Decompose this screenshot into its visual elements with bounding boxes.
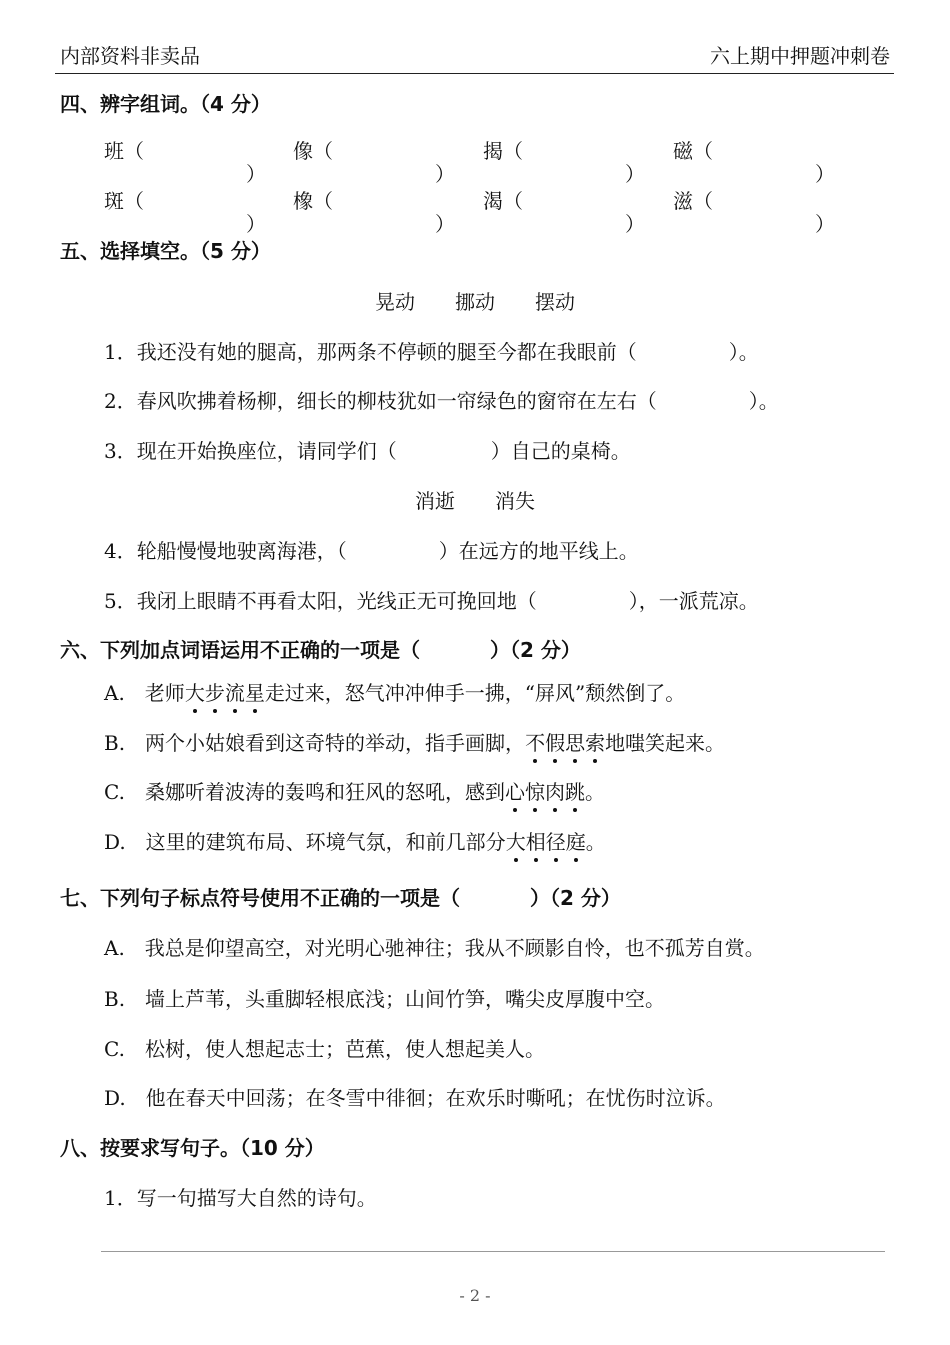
char-label: 像（: [293, 139, 333, 163]
close-paren: ）: [625, 162, 645, 186]
option-7-c: C. 松树，使人想起志士；芭蕉，使人想起美人。: [104, 1037, 545, 1061]
dotted-char: 不: [525, 727, 545, 756]
question-text: 4．轮船慢慢地驶离海港，（: [104, 539, 347, 563]
question-5-3: [104, 435, 631, 464]
option-text: 走过来，怒气冲冲伸手一拂，“屏风”颓然倒了。: [264, 681, 686, 705]
dotted-char: 跳: [565, 776, 585, 805]
question-text: ）。: [748, 389, 779, 413]
answer-line[interactable]: [101, 1251, 885, 1252]
option-6-b: [104, 727, 725, 756]
title-text: 七、下列句子标点符号使用不正确的一项是（: [60, 886, 460, 910]
option-7-b: B. 墙上芦苇，头重脚轻根底浅；山间竹笋，嘴尖皮厚腹中空。: [104, 987, 666, 1011]
char-blank-4-6[interactable]: [293, 185, 455, 236]
char-blank-4-4[interactable]: [673, 135, 835, 186]
dotted-char: 径: [546, 826, 566, 855]
dotted-char: 步: [205, 677, 225, 706]
question-text: 3．现在开始换座位，请同学们（: [104, 439, 397, 463]
char-blank-4-7[interactable]: [483, 185, 645, 236]
dotted-char: 索: [585, 727, 605, 756]
dotted-char: 心: [505, 776, 525, 805]
close-paren: ）: [435, 162, 455, 186]
option-6-d: [104, 826, 606, 855]
option-text: 。: [585, 830, 606, 854]
option-text: C. 桑娜听着波涛的轰鸣和狂风的怒吼，感到: [104, 780, 505, 804]
question-text: ），一派荒凉。: [628, 589, 759, 613]
dotted-char: 流: [225, 677, 245, 706]
char-blank-4-8[interactable]: [673, 185, 835, 236]
section-7-title: [60, 882, 621, 911]
word-bank-2: 消逝 消失: [415, 489, 535, 513]
option-7-d: D. 他在春天中回荡；在冬雪中徘徊；在欢乐时嘶吼；在忧伤时泣诉。: [104, 1086, 726, 1110]
question-5-1: [104, 336, 759, 365]
char-blank-4-2[interactable]: [293, 135, 455, 186]
char-label: 滋（: [673, 189, 713, 213]
char-label: 班（: [104, 139, 144, 163]
option-6-a: [104, 677, 685, 706]
char-blank-4-5[interactable]: [104, 185, 266, 236]
question-8-1: 1．写一句描写大自然的诗句。: [104, 1186, 377, 1210]
close-paren: ）: [435, 212, 455, 236]
question-5-5: [104, 585, 759, 614]
question-text: 5．我闭上眼睛不再看太阳，光线正无可挽回地（: [104, 589, 537, 613]
dotted-char: 庭: [566, 826, 586, 855]
dotted-char: 思: [565, 727, 585, 756]
question-text: ）自己的桌椅。: [490, 439, 631, 463]
title-text: ）（2 分）: [530, 886, 621, 910]
header-left-text: 内部资料非卖品: [60, 44, 200, 68]
dotted-char: 肉: [545, 776, 565, 805]
question-text: ）。: [728, 340, 759, 364]
char-label: 橡（: [293, 189, 333, 213]
option-text: B. 两个小姑娘看到这奇特的举动，指手画脚，: [104, 731, 526, 755]
char-label: 渴（: [483, 189, 523, 213]
option-text: D. 这里的建筑布局、环境气氛，和前几部分: [104, 830, 506, 854]
char-label: 磁（: [673, 139, 713, 163]
option-7-a: A. 我总是仰望高空，对光明心驰神往；我从不顾影自怜，也不孤芳自赏。: [104, 936, 765, 960]
char-label: 揭（: [483, 139, 523, 163]
char-blank-4-3[interactable]: [483, 135, 645, 186]
word-bank-1: 晃动 挪动 摆动: [375, 290, 575, 314]
close-paren: ）: [815, 212, 835, 236]
question-text: 2．春风吹拂着杨柳，细长的柳枝犹如一帘绿色的窗帘在左右（: [104, 389, 657, 413]
section-8-title: 八、按要求写句子。（10 分）: [60, 1136, 325, 1160]
header-right-title: 六上期中押题冲刺卷: [710, 44, 890, 68]
char-blank-4-1[interactable]: [104, 135, 266, 186]
option-6-c: [104, 776, 605, 805]
option-text: 地嗤笑起来。: [605, 731, 726, 755]
char-label: 斑（: [104, 189, 144, 213]
question-5-2: [104, 385, 779, 414]
section-5-title: 五、选择填空。（5 分）: [60, 239, 271, 263]
page-number: - 2 -: [459, 1286, 491, 1305]
header-rule: [55, 73, 894, 74]
dotted-char: 惊: [525, 776, 545, 805]
close-paren: ）: [815, 162, 835, 186]
title-text: ）（2 分）: [490, 638, 581, 662]
dotted-char: 星: [245, 677, 265, 706]
close-paren: ）: [625, 212, 645, 236]
question-5-4: [104, 535, 639, 564]
dotted-char: 相: [526, 826, 546, 855]
section-4-title: 四、辨字组词。（4 分）: [60, 92, 271, 116]
dotted-char: 大: [506, 826, 526, 855]
section-6-title: [60, 634, 581, 663]
question-text: 1．我还没有她的腿高，那两条不停顿的腿至今都在我眼前（: [104, 340, 637, 364]
dotted-char: 大: [185, 677, 205, 706]
option-text: 。: [584, 780, 605, 804]
title-text: 六、下列加点词语运用不正确的一项是（: [60, 638, 420, 662]
option-text: A. 老师: [104, 681, 185, 705]
close-paren: ）: [246, 212, 266, 236]
question-text: ）在远方的地平线上。: [438, 539, 639, 563]
dotted-char: 假: [545, 727, 565, 756]
close-paren: ）: [246, 162, 266, 186]
